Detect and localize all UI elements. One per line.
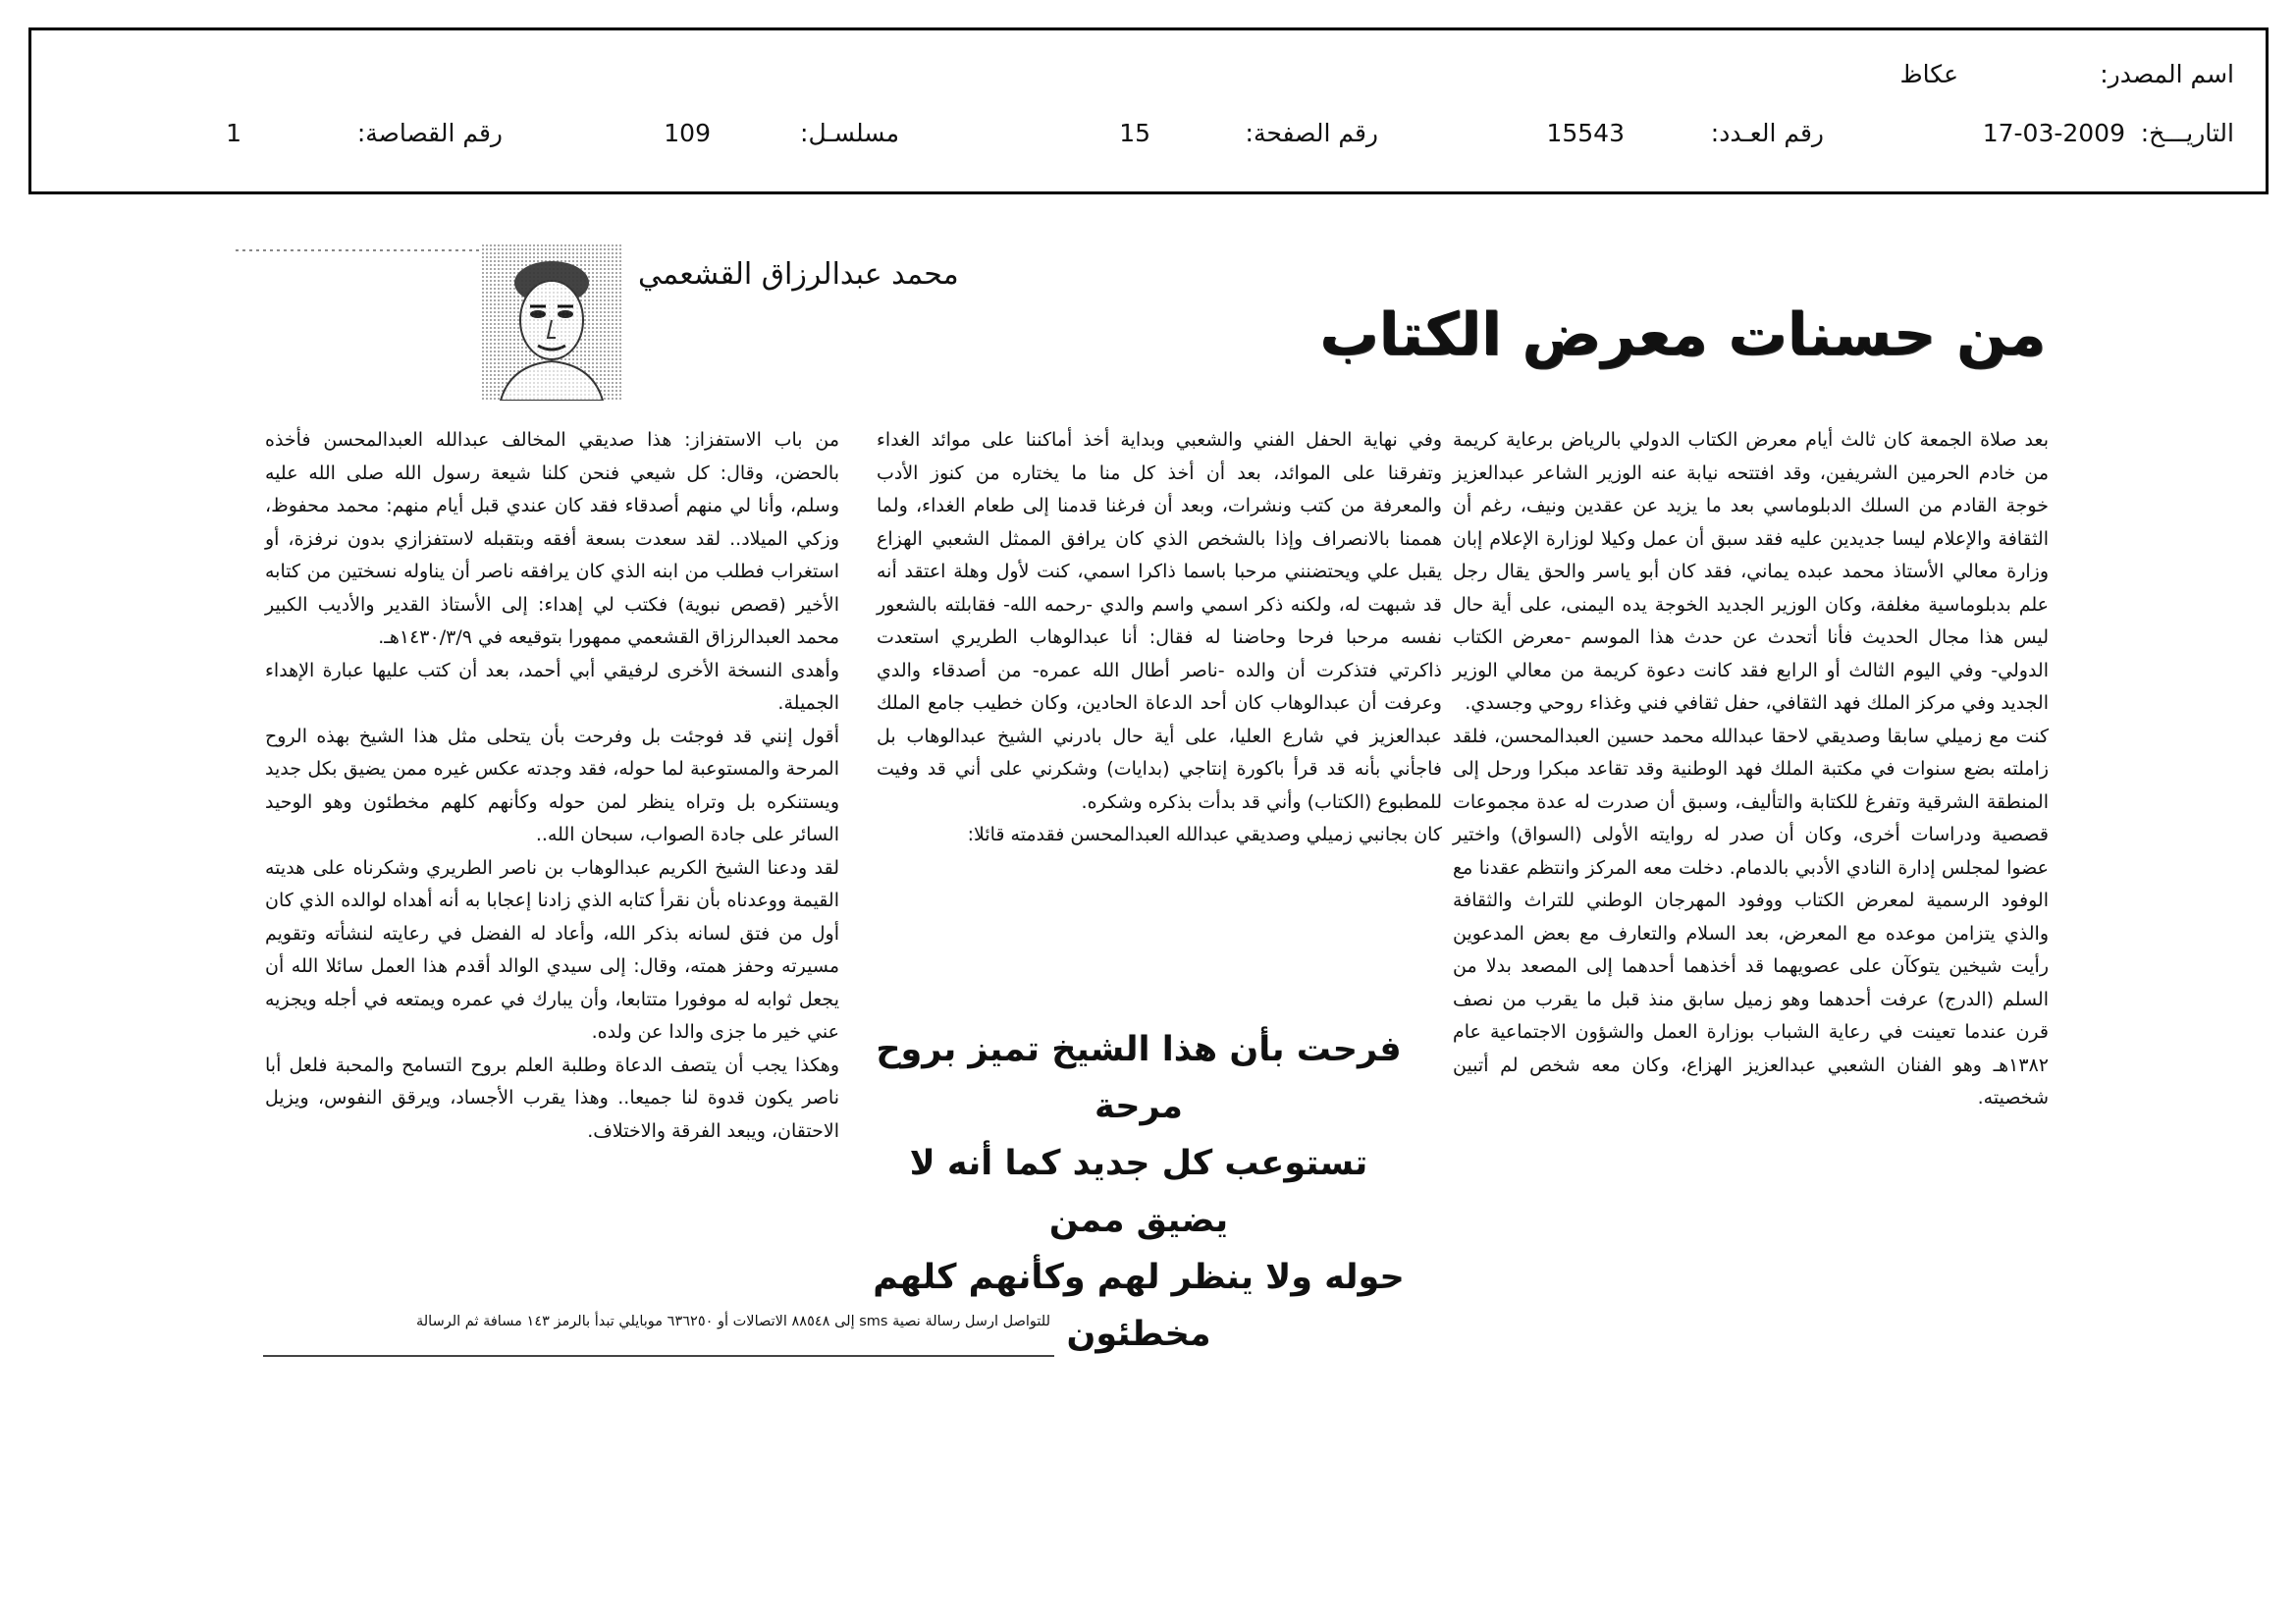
date-value: 17-03-2009 <box>1982 119 2125 147</box>
paragraph: كان بجانبي زميلي وصديقي عبدالله العبدالمحسن فقدمته قائلا: <box>967 824 1442 845</box>
pull-quote <box>864 1021 1414 1363</box>
paragraph: بعد صلاة الجمعة كان ثالث أيام معرض الكتاب الدولي بالرياض برعاية كريمة من خادم الحرمين الشريفين، وقد افتتحه نيابة عنه الوزير الشاعر عبدالعزيز خوجة القادم من السلك الدبلوماسي بعد ما يزيد عن عقدين ونيف، رغم أن الثقافة والإعلام ليسا جديدين عليه فقد سبق أن عمل وكيلا لوزارة الإعلام إبان وزارة معالي الأستاذ محمد عبده يماني، فقد كان أبو ياسر والحق يقال رجل علم بدبلوماسية مغلفة، وكان الوزير الجديد الخوجة يده اليمنى، على أية حال ليس هذا مجال الحديث فأنا أتحدث عن حدث هذا الموسم -معرض الكتاب الدولي- وفي اليوم الثالث أو الرابع فقد كانت دعوة كريمة من معالي الوزير الجديد وفي مركز الملك فهد الثقافي، حفل ثقافي فني وغذاء روحي وجسدي. <box>1453 429 2049 714</box>
page-value: 15 <box>1119 119 1150 147</box>
page-label: رقم الصفحة: <box>1245 119 1378 147</box>
contact-footer-note: للتواصل ارسل رسالة نصية sms إلى ٨٨٥٤٨ الاتصالات أو ٦٣٦٢٥٠ موبايلي تبدأ بالرمز ١٤٣ مسافة ثم الرسالة <box>415 1314 1050 1329</box>
source-value: عكاظ <box>1899 60 1958 88</box>
paragraph: لقد ودعنا الشيخ الكريم عبدالوهاب بن ناصر الطريري وشكرناه على هديته القيمة ووعدناه بأن نقرأ كتابه الذي زادنا إعجابا به أنه أهداه لوالده الذي كان أول من فتق لسانه بذكر الله، وأعاد له الفضل في رعايته لنشأته وتقويم مسيرته وحفز همته، وقال: إلى سيدي الوالد أقدم هذا العمل سائلا الله أن يجعل ثوابه له موفورا متتابعا، وأن يبارك في عمره ويمتعه في أجله ويجزيه عني خير ما جزى والدا عن ولده. <box>265 856 839 1043</box>
article-column-3 <box>265 424 839 1148</box>
author-portrait-icon <box>481 244 623 401</box>
paragraph: كنت مع زميلي سابقا وصديقي لاحقا عبدالله محمد حسين العبدالمحسن، فلقد زاملته بضع سنوات في مكتبة الملك فهد الوطنية وقد تقاعد مبكرا ورحل إلى المنطقة الشرقية وتفرغ للكتابة والتأليف، وسبق أن صدرت له عدة مجموعات قصصية ودراسات أخرى، وكان أن صدر له روايته الأولى (السواق) واختير عضوا لمجلس إدارة النادي الأدبي بالدمام. دخلت معه المركز وانتظم عقدنا مع الوفود الرسمية لمعرض الكتاب ووفود المهرجان الوطني للتراث والثقافة والذي يتزامن موعده مع المعرض، بعد السلام والتعارف مع بعض المدعوين رأيت شيخين يتوكآن على عصويهما قد أخذهما أحدهما إلى المصعد بدلا من السلم (الدرج) عرفت أحدهما وهو زميل سابق منذ قبل ما يقرب من نصف قرن عندما تعينت في رعاية الشباب بوزارة العمل والشؤون الاجتماعية عام ١٣٨٢هـ وهو الفنان الشعبي عبدالعزيز الهزاع، وكان معه شخص لم أتبين شخصيته. <box>1453 725 2049 1109</box>
clipping-label: رقم القصاصة: <box>356 119 503 147</box>
article-headline: من حسنات معرض الكتاب <box>1319 300 2046 369</box>
pull-quote-line: تستوعب كل جديد كما أنه لا يضيق ممن <box>909 1144 1368 1240</box>
article-column-2 <box>877 424 1442 852</box>
serial-value: 109 <box>664 119 711 147</box>
issue-value: 15543 <box>1546 119 1625 147</box>
paragraph: وفي نهاية الحفل الفني والشعبي وبداية أخذ أماكننا على موائد الغداء وتفرقنا على الموائد، بعد أن أخذ كل منا ما يختاره من كنوز الأدب والمعرفة من كتب ونشرات، وبعد أن فرغنا قدمنا إلى طعام الغداء، ولما هممنا بالانصراف وإذا بالشخص الذي كان يرافق الممثل الشعبي الهزاع يقبل علي ويحتضنني مرحبا باسما ذاكرا اسمي، كنت لأول وهلة اعتقد أنه قد شبهت له، ولكنه ذكر اسمي واسم والدي -رحمه الله- فقابلته بالشعور نفسه مرحبا فرحا وحاضنا له فقال: أنا عبدالوهاب الطريري استعدت ذاكرتي فتذكرت أن والده -ناصر أطال الله عمره- من أصدقاء والدي وعرفت أن عبدالوهاب كان أحد الدعاة الحادين، وكان خطيب جامع الملك عبدالعزيز في شارع العليا، على أية حال بادرني الشيخ عبدالوهاب بل فاجأني بأنه قد قرأ باكورة إنتاجي (بدايات) وشكرني على أني قد وفيت للمطبوع (الكتاب) وأني قد بدأت بذكره وشكره. <box>877 429 1442 813</box>
clipping-value: 1 <box>226 119 241 147</box>
issue-label: رقم العـدد: <box>1710 119 1824 147</box>
pull-quote-line: فرحت بأن هذا الشيخ تميز بروح مرحة <box>876 1030 1402 1126</box>
author-byline: محمد عبدالرزاق القشعمي <box>638 257 959 292</box>
paragraph: وهكذا يجب أن يتصف الدعاة وطلبة العلم بروح التسامح والمحبة فلعل أبا ناصر يكون قدوة لنا جميعا.. وهذا يقرب الأجساد، ويرقق النفوس، ويزيل الاحتقان، ويبعد الفرقة والاختلاف. <box>265 1054 839 1142</box>
article-column-1 <box>1453 424 2049 1115</box>
paragraph: وأهدى النسخة الأخرى لرفيقي أبي أحمد، بعد أن كتب عليها عبارة الإهداء الجميلة. <box>265 659 839 714</box>
paragraph: أقول إنني قد فوجئت بل وفرحت بأن يتحلى مثل هذا الشيخ بهذه الروح المرحة والمستوعبة لما حوله، فقد وجدته عكس غيره ممن يضيق بكل جديد ويستنكره بل وتراه ينظر لمن حوله وكأنهم كلهم مخطئون وهو الوحيد السائر على جادة الصواب، سبحان الله.. <box>265 725 839 845</box>
source-label: اسم المصدر: <box>2100 60 2234 88</box>
scan-noise-line <box>236 247 481 253</box>
serial-label: مسلسـل: <box>800 119 899 147</box>
paragraph: من باب الاستفزاز: هذا صديقي المخالف عبدالله العبدالمحسن فأخذه بالحضن، وقال: كل شيعي فنحن كلنا شيعة رسول الله صلى الله عليه وسلم، وأنا لي منهم أصدقاء فقد كان عندي قبل أيام منهم: محمد محفوظ، وزكي الميلاد.. لقد سعدت بسعة أفقه وبتقبله لاستفزازي بدون نرفزة، أو استغراب فطلب من ابنه الذي كان يرافقه ناصر أن يناوله نسختين من كتابه الأخير (قصص نبوية) فكتب لي إهداء: إلى الأستاذ القدير والأديب الكبير محمد العبدالرزاق القشعمي ممهورا بتوقيعه في ١٤٣٠/٣/٩هـ. <box>265 429 839 648</box>
pull-quote-line: حوله ولا ينظر لهم وكأنهم كلهم مخطئون <box>873 1258 1405 1354</box>
clipping-metadata-box <box>28 27 2269 194</box>
footer-divider <box>263 1355 1054 1357</box>
date-label: التاريـــخ: <box>2140 119 2234 147</box>
